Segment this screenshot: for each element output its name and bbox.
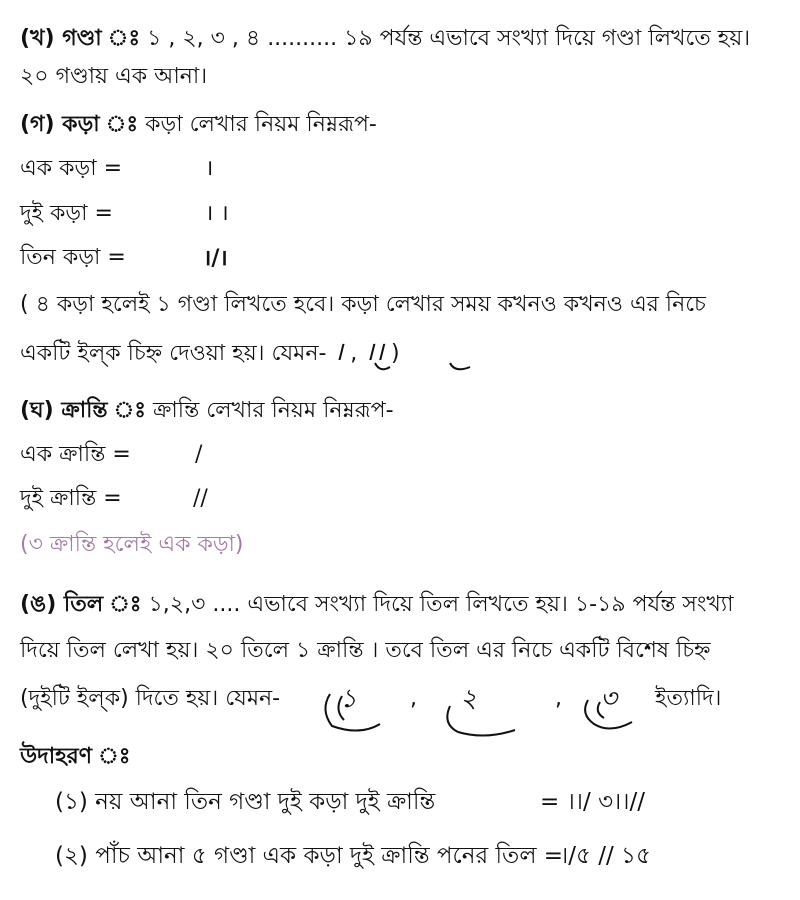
section-kha-line1 — [20, 24, 750, 54]
kora-note-text-1: ( ৪ কড়া হলেই ১ গণ্ডা লিখতে হবে। কড়া লেখার সময় কখনও কখনও এর নিচে — [20, 292, 706, 317]
section-umo-line2: দিয়ে তিল লেখা হয়। ২০ তিলে ১ ক্রান্তি । তবে তিল এর নিচে একটি বিশেষ চিহ্ন — [20, 638, 711, 663]
section-ga-title — [20, 110, 377, 140]
section-umo-text-3: (দুইটি ইল্‌ক) দিতে হয়। যেমন- — [20, 686, 281, 711]
kora-note-line2 — [20, 337, 400, 369]
kora-note-text-2: একটি ইল্‌ক চিহ্ন দেওয়া হয়। যেমন- — [20, 341, 327, 366]
section-gha-heading: (ঘ) ক্রান্তি ঃ — [20, 398, 147, 423]
example-1-text: (১) নয় আনা তিন গণ্ডা দুই কড়া দুই ক্রান্তি — [55, 789, 436, 815]
section-ga-text: কড়া লেখার নিয়ম নিম্নরূপ- — [145, 112, 377, 137]
til-example-3: ৩ — [600, 684, 617, 714]
kora-row-1-symbol: । — [205, 156, 214, 181]
kranti-row-2-symbol: // — [193, 486, 208, 511]
til-example-sep-2: , — [555, 686, 562, 711]
kora-example-sep: , — [350, 341, 358, 366]
kora-example-close: ) — [391, 341, 400, 366]
kora-note-line1 — [20, 290, 706, 320]
section-kha-heading: (খ) গণ্ডা ঃ — [20, 26, 141, 51]
example-2-text: (২) পাঁচ আনা ৫ গণ্ডা এক কড়া দুই ক্রান্তি পনের তিল = — [55, 843, 564, 869]
til-example-1: ১ — [340, 684, 357, 714]
kranti-row-1-label: এক ক্রান্তি = — [20, 442, 131, 467]
ilk-mark-drawing — [375, 355, 495, 380]
kora-example-1: । — [333, 337, 344, 367]
section-umo-line1 — [20, 590, 734, 620]
kora-row-3-symbol: ।/। — [203, 245, 228, 271]
kora-row-1-label: এক কড়া = — [20, 156, 123, 181]
section-kha-line2: ২০ গণ্ডায় এক আনা। — [20, 64, 208, 89]
kranti-row-2-label: দুই ক্রান্তি = — [20, 486, 122, 511]
section-kha-text: ১ , ২, ৩ , ৪ .......... ১৯ পর্যন্ত এভাবে সংখ্যা দিয়ে গণ্ডা লিখতে হয়। — [147, 26, 751, 51]
kora-row-3-label: তিন কড়া = — [20, 245, 126, 270]
example-2-result: ।/৫ // ১৫ — [560, 843, 651, 869]
section-umo-heading: (ঙ) তিল ঃ — [20, 592, 142, 617]
til-example-2: ২ — [460, 684, 477, 714]
kora-example-2: ।। — [364, 337, 384, 367]
examples-heading: উদাহরণ ঃ — [20, 744, 131, 769]
section-umo-line3 — [20, 684, 280, 714]
section-gha-text: ক্রান্তি লেখার নিয়ম নিম্নরূপ- — [153, 398, 394, 423]
til-ilk-drawing — [320, 690, 650, 750]
til-etc-label: ইত্যাদি। — [655, 686, 722, 711]
example-1-result: = ।।/ ৩।।// — [540, 789, 645, 815]
kranti-row-1-symbol: / — [195, 442, 203, 467]
kranti-note: (৩ ক্রান্তি হলেই এক কড়া) — [20, 532, 244, 557]
kora-row-2-label: দুই কড়া = — [20, 201, 113, 226]
section-gha-title — [20, 396, 394, 426]
kora-row-2-symbol: । । — [205, 201, 229, 226]
section-ga-heading: (গ) কড়া ঃ — [20, 112, 139, 137]
til-example-sep-1: , — [410, 686, 417, 711]
section-umo-text-1: ১,২,৩ .... এভাবে সংখ্যা দিয়ে তিল লিখতে হয়। ১-১৯ পর্যন্ত সংখ্যা — [148, 592, 734, 617]
